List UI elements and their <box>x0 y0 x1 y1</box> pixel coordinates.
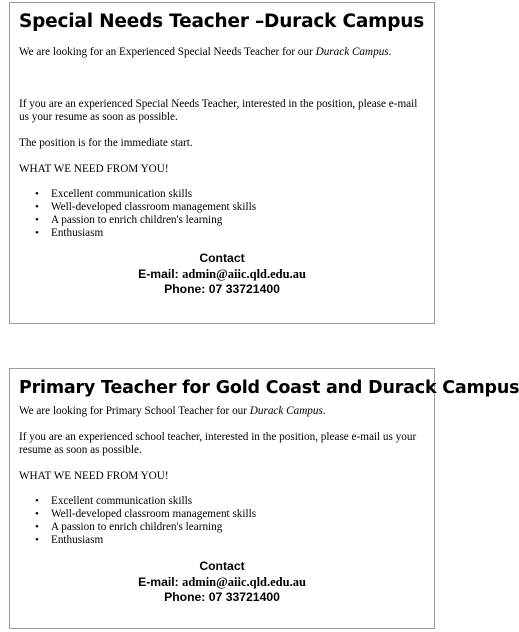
email-link[interactable]: admin@aiic.qld.edu.au <box>182 574 306 589</box>
job-posting-special-needs <box>9 2 435 324</box>
intro-suffix: . <box>388 46 392 58</box>
intro-paragraph <box>19 46 425 59</box>
start-paragraph: The position is for the immediate start. <box>19 137 193 149</box>
intro-suffix: . <box>322 405 326 417</box>
phone-label: Phone: <box>164 282 209 296</box>
posting-title: Special Needs Teacher –Durack Campus <box>19 11 425 32</box>
apply-paragraph: If you are an experienced school teacher, interested in the position, please e-mail us your resume as soon as possible. <box>19 431 417 456</box>
email-label: E-mail: <box>138 266 183 281</box>
needs-list-item: • Well-developed classroom management skills <box>51 201 425 214</box>
needs-list-item: • Well-developed classroom management skills <box>51 508 425 521</box>
contact-block <box>19 251 425 298</box>
needs-list-item: • A passion to enrich children's learning <box>51 214 425 227</box>
needs-list <box>19 495 425 547</box>
job-posting-primary-teacher <box>9 368 519 629</box>
contact-phone <box>19 590 425 606</box>
contact-phone <box>19 282 425 298</box>
intro-paragraph <box>19 405 425 418</box>
needs-list <box>19 188 425 240</box>
needs-list-item: • Enthusiasm <box>51 227 425 240</box>
phone-number: 07 33721400 <box>208 590 280 604</box>
phone-label: Phone: <box>164 590 209 604</box>
email-label: E-mail: <box>138 574 183 589</box>
contact-email <box>19 267 425 283</box>
needs-list-item: • A passion to enrich children's learning <box>51 521 425 534</box>
contact-label: Contact <box>199 251 245 265</box>
posting-title: Primary Teacher for Gold Coast and Durack Campus <box>19 378 519 398</box>
needs-list-item: • Excellent communication skills <box>51 188 425 201</box>
contact-label: Contact <box>199 559 245 573</box>
needs-list-item: • Enthusiasm <box>51 534 425 547</box>
phone-number: 07 33721400 <box>208 282 280 296</box>
intro-campus: Durack Campus <box>249 405 323 417</box>
contact-block <box>19 559 425 606</box>
intro-prefix: We are looking for Primary School Teacher for our <box>19 405 250 417</box>
needs-heading: WHAT WE NEED FROM YOU! <box>19 163 169 175</box>
intro-prefix: We are looking for an Experienced Special Needs Teacher for our <box>19 46 316 58</box>
needs-list-item: • Excellent communication skills <box>51 495 425 508</box>
intro-campus: Durack Campus <box>315 46 389 58</box>
contact-email <box>19 575 425 591</box>
apply-paragraph: If you are an experienced Special Needs Teacher, interested in the position, please e-mail us your resume as soon as possible. <box>19 98 418 123</box>
needs-heading: WHAT WE NEED FROM YOU! <box>19 470 169 482</box>
email-link[interactable]: admin@aiic.qld.edu.au <box>182 266 306 281</box>
